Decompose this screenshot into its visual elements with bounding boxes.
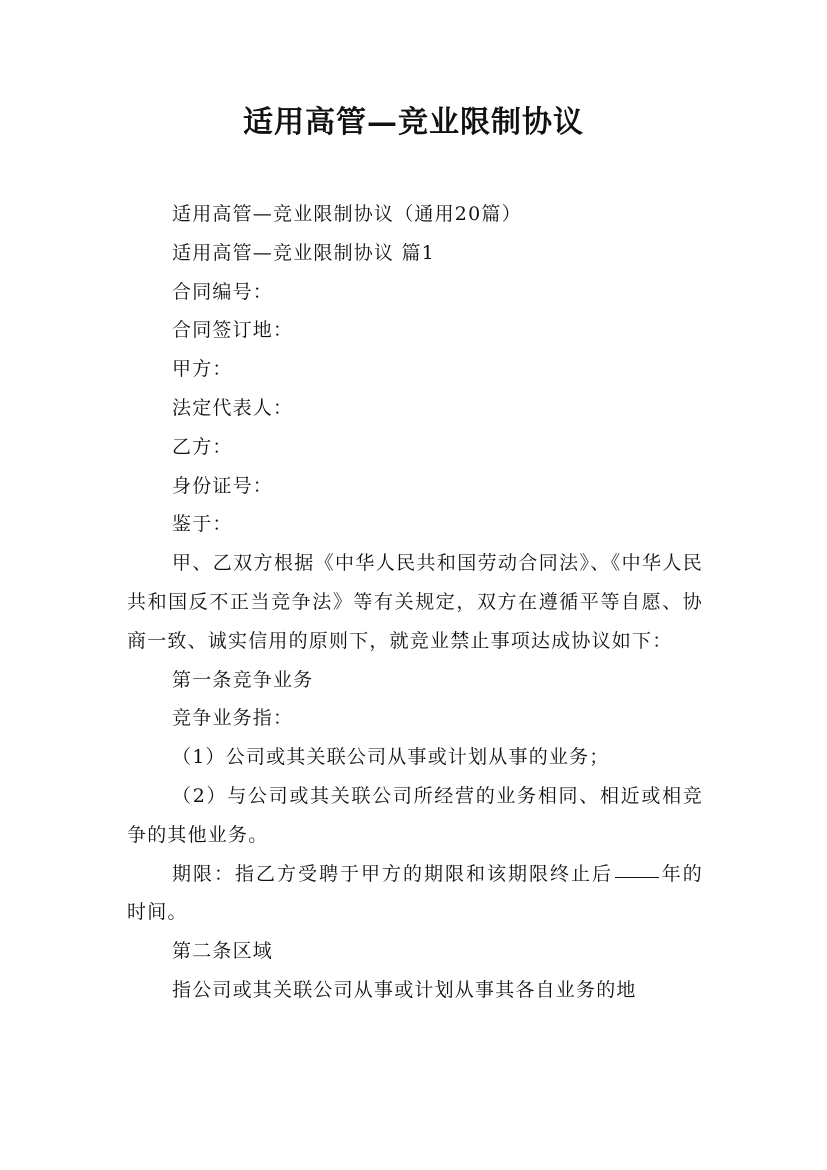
section-heading: 适用高管—竞业限制协议 篇1: [172, 241, 435, 264]
term-suffix: 年的时间。: [127, 862, 703, 924]
term-blank-line: [615, 876, 659, 878]
clause-item-1: （1）公司或其关联公司从事或计划从事的业务；: [172, 746, 610, 769]
id-number-field: 身份证号：: [172, 474, 274, 497]
region-paragraph: 指公司或其关联公司从事或计划从事其各自业务的地: [172, 978, 637, 1001]
article-1-heading: 第一条竞争业务: [172, 668, 314, 691]
preamble-paragraph: 甲、乙双方根据《中华人民共和国劳动合同法》、《中华人民共和国反不正当竞争法》等有关规定，双方在遵循平等自愿、协商一致、诚实信用的原则下，就竞业禁止事项达成协议如下：: [127, 552, 703, 652]
party-a-field: 甲方：: [172, 358, 233, 381]
party-b-field: 乙方：: [172, 435, 233, 458]
signing-place-field: 合同签订地：: [172, 319, 294, 342]
article-2-heading: 第二条区域: [172, 940, 274, 963]
clause-item-2: （2）与公司或其关联公司所经营的业务相同、相近或相竞争的其他业务。: [127, 784, 703, 846]
document-title: 适用高管—竞业限制协议: [243, 105, 584, 140]
whereas-heading: 鉴于：: [172, 513, 233, 536]
competing-business-definition: 竞争业务指：: [172, 707, 294, 730]
legal-representative-field: 法定代表人：: [172, 396, 294, 419]
document-body: [127, 195, 703, 1010]
term-paragraph: [127, 855, 703, 933]
term-prefix: 期限：指乙方受聘于甲方的期限和该期限终止后: [172, 862, 613, 885]
subtitle-paragraph: 适用高管—竞业限制协议（通用20篇）: [172, 203, 522, 225]
contract-number-field: 合同编号：: [172, 280, 274, 303]
